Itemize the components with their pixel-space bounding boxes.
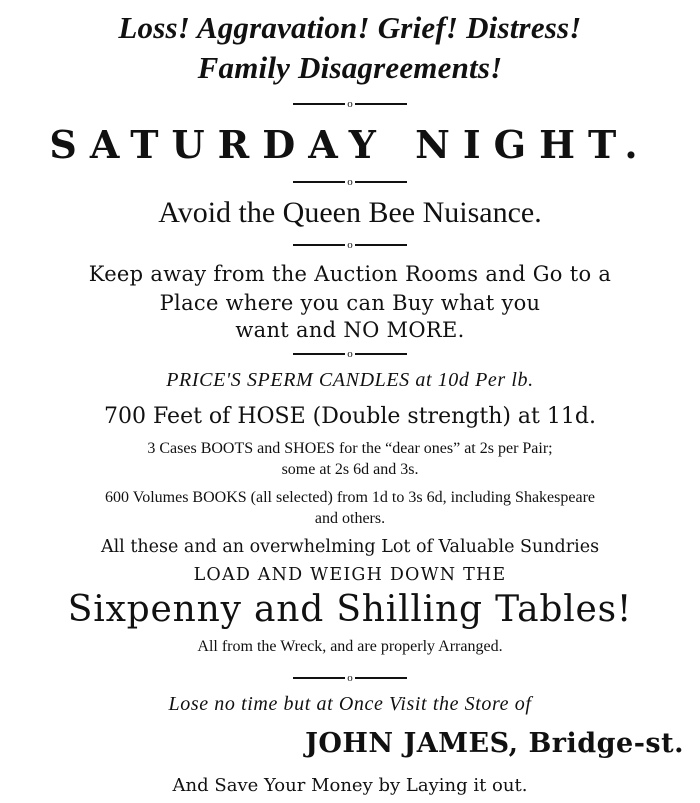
boots-offer-line-2: some at 2s 6d and 3s. (281, 461, 419, 478)
wreck-line: All from the Wreck, and are properly Arranged. (197, 638, 503, 655)
rule-bar (293, 244, 345, 246)
saturday-night-heading: SATURDAY NIGHT. (49, 122, 651, 167)
rule-circle: o (347, 238, 353, 251)
rule-bar (355, 244, 407, 246)
hose-offer: 700 Feet of HOSE (Double strength) at 11d. (104, 404, 596, 429)
keep-away-line-1: Keep away from the Auction Rooms and Go to a (88, 262, 612, 286)
tables-heading: Sixpenny and Shilling Tables! (67, 589, 633, 630)
keep-away-line-3: want and NO MORE. (235, 318, 465, 342)
headline-line-1: Loss! Aggravation! Grief! Distress! (118, 10, 582, 45)
rule-bar (293, 353, 345, 355)
rule-bar (293, 677, 345, 679)
separator-rule (0, 98, 700, 110)
separator-rule (0, 176, 700, 188)
separator-rule (0, 672, 700, 684)
save-money-line: And Save Your Money by Laying it out. (172, 775, 528, 796)
rule-bar (355, 181, 407, 183)
sundries-line: All these and an overwhelming Lot of Valuable Sundries (100, 537, 600, 557)
visit-store-line: Lose no time but at Once Visit the Store of (168, 693, 532, 715)
avoid-heading: Avoid the Queen Bee Nuisance. (158, 196, 542, 229)
load-line: LOAD AND WEIGH DOWN THE (193, 565, 507, 585)
rule-bar (355, 353, 407, 355)
books-offer-line-2: and others. (314, 510, 386, 527)
rule-circle: o (347, 347, 353, 360)
rule-bar (293, 103, 345, 105)
books-offer-line-1: 600 Volumes BOOKS (all selected) from 1d to 3s 6d, including Shakespeare (105, 489, 595, 506)
rule-circle: o (347, 97, 353, 110)
headline-line-2: Family Disagreements! (197, 50, 503, 85)
keep-away-line-2: Place where you can Buy what you (159, 291, 541, 315)
rule-bar (355, 677, 407, 679)
boots-offer-line-1: 3 Cases BOOTS and SHOES for the “dear ones” at 2s per Pair; (147, 440, 553, 457)
rule-circle: o (347, 671, 353, 684)
rule-circle: o (347, 175, 353, 188)
separator-rule (0, 239, 700, 251)
merchant-name: JOHN JAMES, Bridge-st. (305, 728, 684, 759)
separator-rule (0, 348, 700, 360)
rule-bar (355, 103, 407, 105)
rule-bar (293, 181, 345, 183)
candles-offer: PRICE'S SPERM CANDLES at 10d Per lb. (166, 369, 534, 391)
